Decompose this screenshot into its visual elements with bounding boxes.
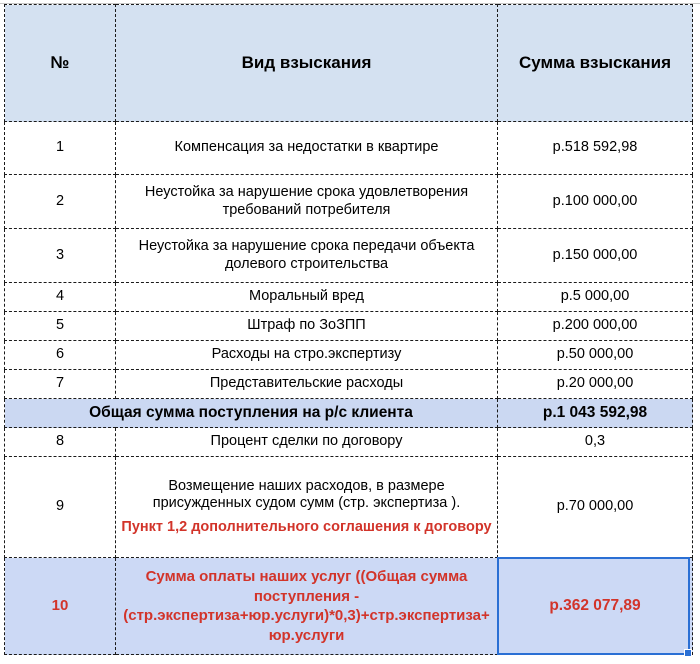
table-row: [5, 229, 693, 283]
cell-number[interactable]: 6: [5, 341, 116, 370]
cell-type[interactable]: Неустойка за нарушение срока передачи объекта долевого строительства: [116, 229, 498, 283]
cell-number[interactable]: 2: [5, 175, 116, 229]
subtotal-sum[interactable]: p.1 043 592,98: [498, 399, 693, 428]
cell-number[interactable]: 1: [5, 122, 116, 175]
cell-sum[interactable]: p.100 000,00: [498, 175, 693, 229]
cell-type[interactable]: Процент сделки по договору: [116, 428, 498, 457]
header-cell-number[interactable]: №: [5, 5, 116, 122]
cell-number[interactable]: 7: [5, 370, 116, 399]
cell-number[interactable]: 4: [5, 283, 116, 312]
header-cell-sum[interactable]: Сумма взыскания: [498, 5, 693, 122]
cell-sum[interactable]: p.518 592,98: [498, 122, 693, 175]
cell-number[interactable]: 3: [5, 229, 116, 283]
cell-number[interactable]: 10: [5, 558, 116, 655]
cell-sum[interactable]: p.5 000,00: [498, 283, 693, 312]
subtotal-row: [5, 399, 693, 428]
table-row: [5, 312, 693, 341]
table-row: [5, 122, 693, 175]
cell-sum-selected[interactable]: p.362 077,89: [498, 558, 693, 655]
penalty-table: [4, 4, 693, 655]
note-text-primary: Возмещение наших расходов, в размере присужденных судом сумм (стр. экспертиза ).: [152, 477, 461, 511]
cell-type-note[interactable]: [116, 457, 498, 558]
cell-sum[interactable]: p.20 000,00: [498, 370, 693, 399]
cell-sum[interactable]: 0,3: [498, 428, 693, 457]
table-row-reimbursement: [5, 457, 693, 558]
table-row: [5, 283, 693, 312]
cell-type[interactable]: Штраф по ЗоЗПП: [116, 312, 498, 341]
cell-type[interactable]: Сумма оплаты наших услуг ((Общая сумма поступления - (стр.экспертиза+юр.услуги)*0,3)+стр.экспертиза+юр.услуги: [116, 558, 498, 655]
table-row: [5, 175, 693, 229]
fill-handle[interactable]: [684, 649, 692, 657]
cell-sum[interactable]: p.70 000,00: [498, 457, 693, 558]
cell-type[interactable]: Расходы на стро.экспертизу: [116, 341, 498, 370]
table-row-final-total: [5, 558, 693, 655]
table-row: [5, 428, 693, 457]
cell-number[interactable]: 9: [5, 457, 116, 558]
cell-number[interactable]: 5: [5, 312, 116, 341]
table-header-row: [5, 5, 693, 122]
cell-type[interactable]: Моральный вред: [116, 283, 498, 312]
cell-sum[interactable]: p.50 000,00: [498, 341, 693, 370]
header-cell-type[interactable]: Вид взыскания: [116, 5, 498, 122]
cell-number[interactable]: 8: [5, 428, 116, 457]
table-row: [5, 370, 693, 399]
cell-sum[interactable]: p.150 000,00: [498, 229, 693, 283]
subtotal-label[interactable]: Общая сумма поступления на р/с клиента: [5, 399, 498, 428]
note-text-highlight: Пункт 1,2 дополнительного соглашения к договору: [121, 519, 492, 536]
cell-sum[interactable]: p.200 000,00: [498, 312, 693, 341]
cell-type[interactable]: Представительские расходы: [116, 370, 498, 399]
cell-type[interactable]: Неустойка за нарушение срока удовлетворения требований потребителя: [116, 175, 498, 229]
table-row: [5, 341, 693, 370]
cell-type[interactable]: Компенсация за недостатки в квартире: [116, 122, 498, 175]
